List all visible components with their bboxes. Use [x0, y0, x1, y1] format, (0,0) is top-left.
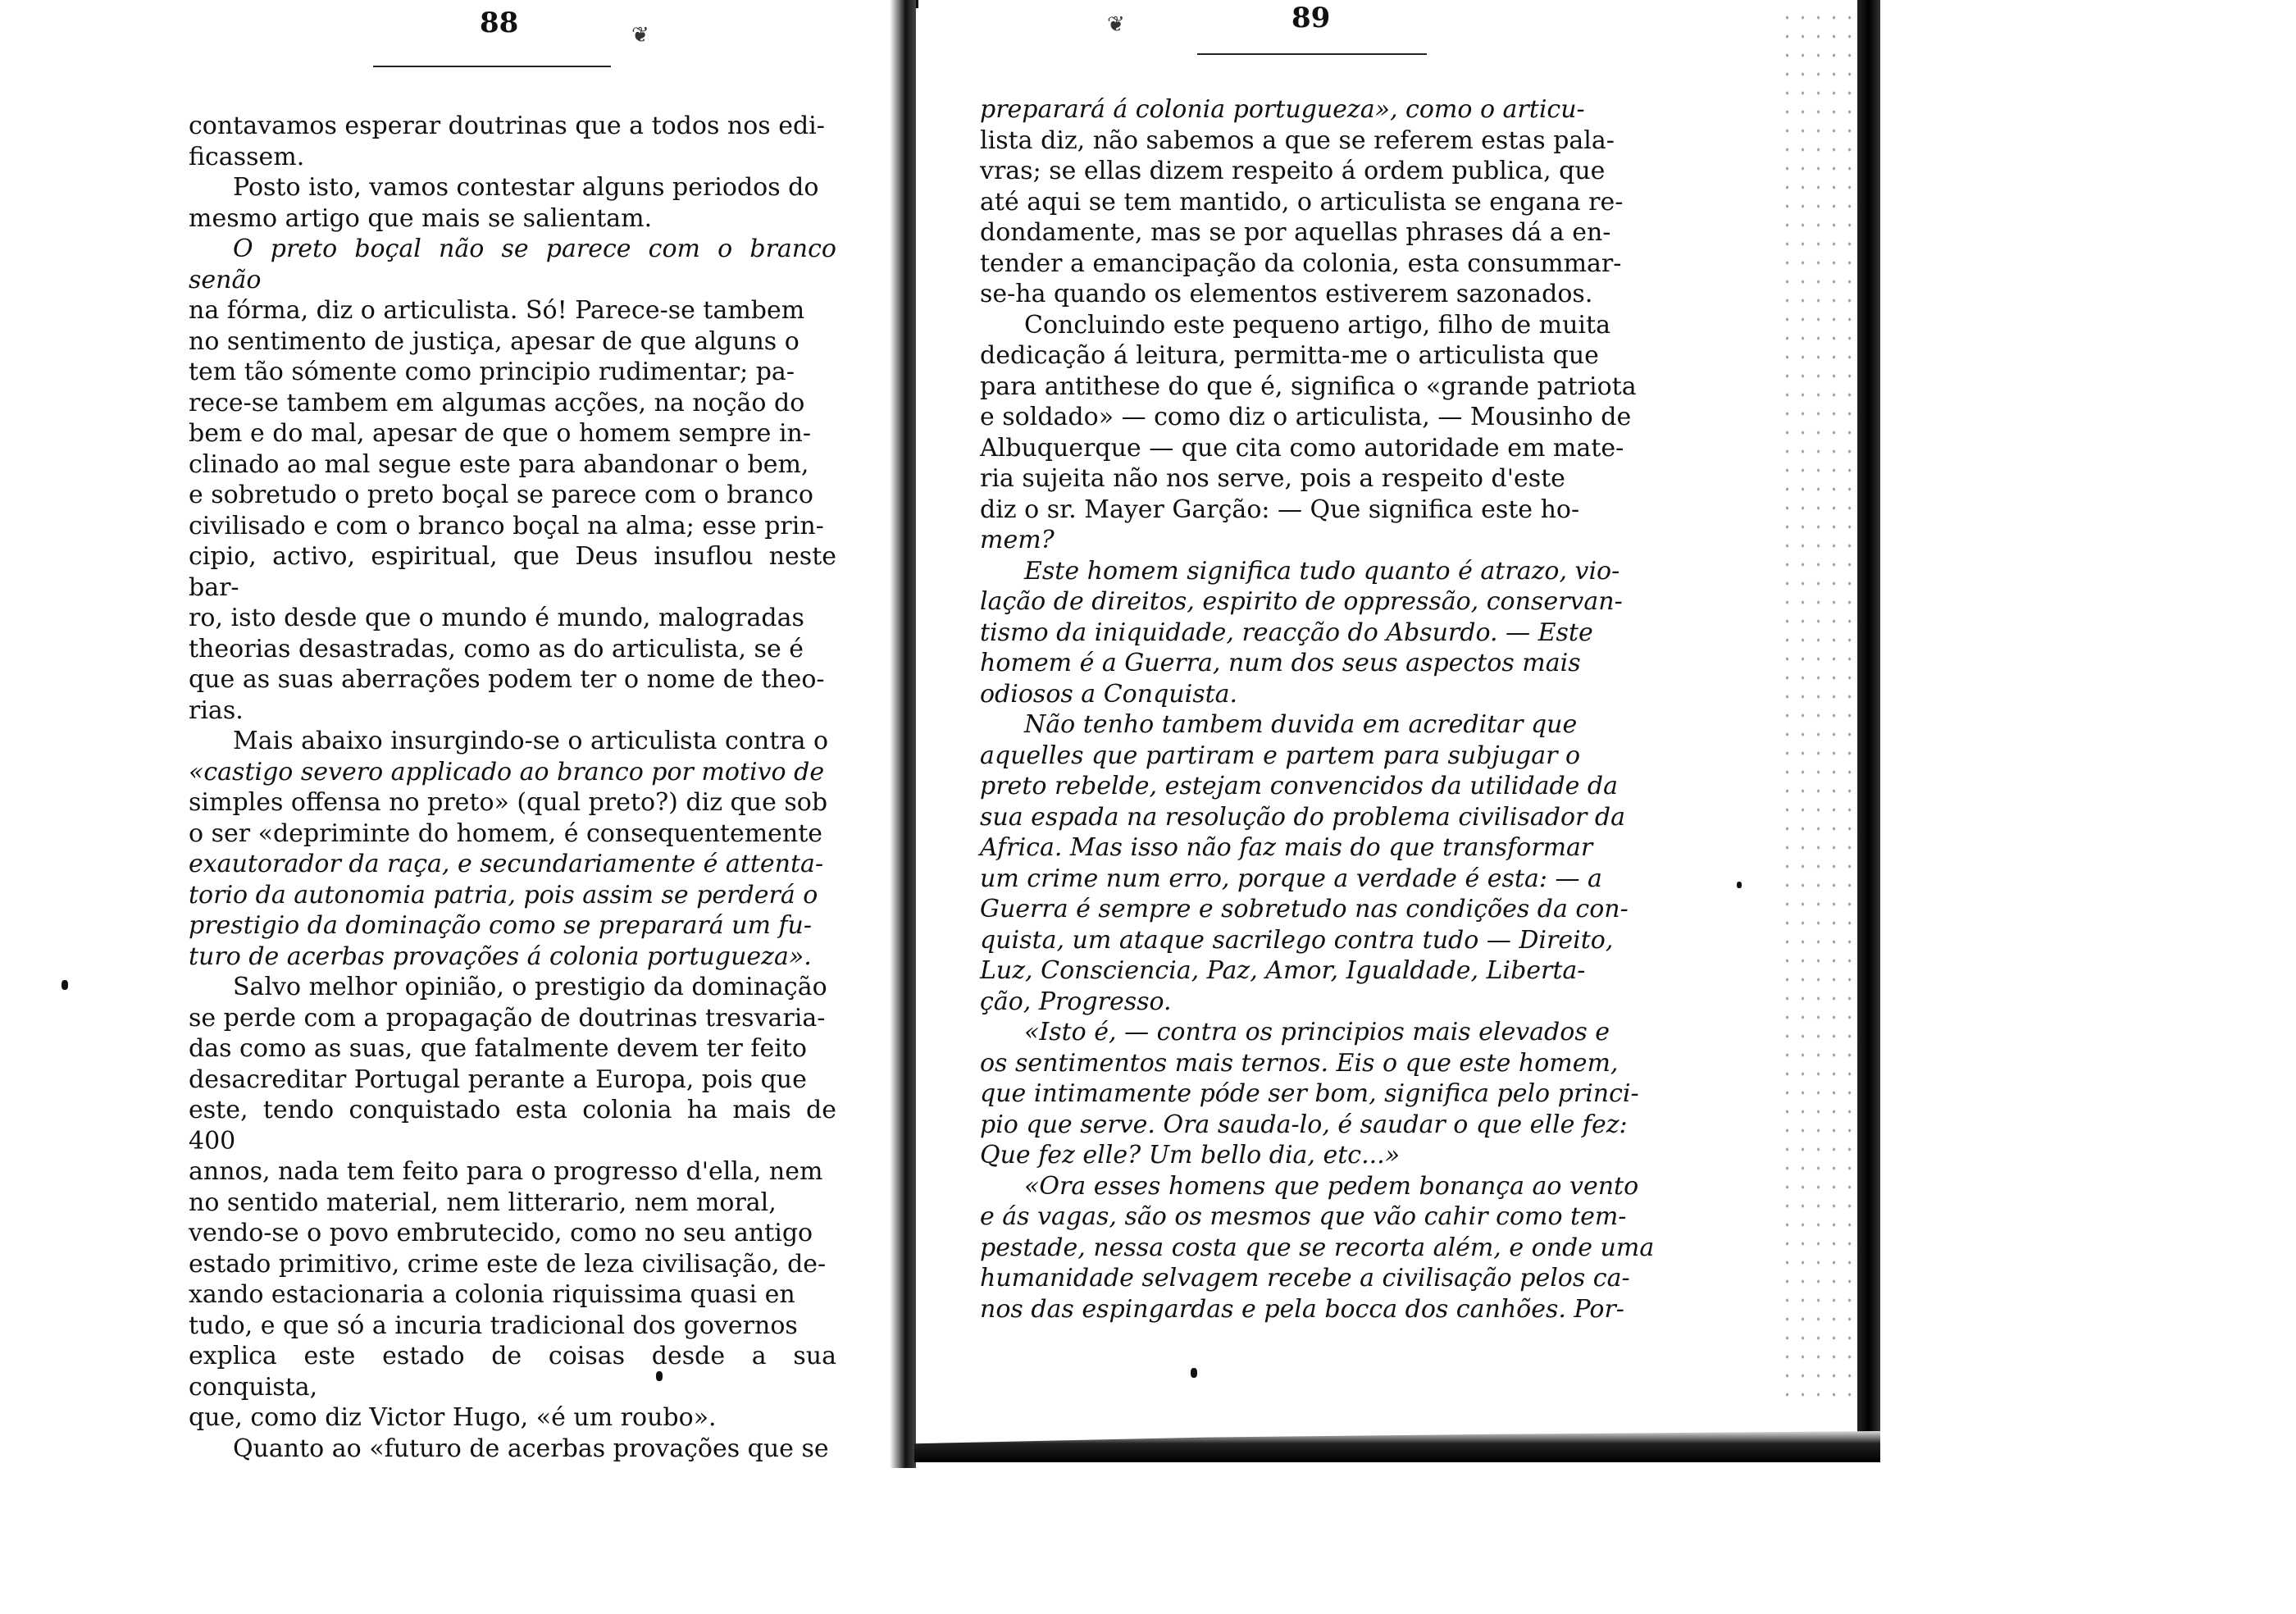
- text-line: e sobretudo o preto boçal se parece com o branco: [189, 481, 813, 509]
- text-line: Mais abaixo insurgindo-se o articulista contra o: [233, 727, 829, 755]
- text-line: Guerra é sempre e sobretudo nas condições da con-: [980, 895, 1629, 923]
- text-line: se perde com a propagação de doutrinas tresvaria-: [189, 1003, 826, 1033]
- text-line: nos das espingardas e pela bocca dos canhões. Por-: [980, 1294, 1624, 1324]
- text-line: O preto boçal não se parece com o branco senão: [189, 235, 836, 294]
- text-line: se-ha quando os elementos estiverem sazonados.: [980, 280, 1593, 308]
- text-line: estado primitivo, crime este de leza civilisação, de-: [189, 1249, 827, 1279]
- text-line: bem e do mal, apesar de que o homem sempre in-: [189, 419, 811, 448]
- text-line: vendo-se o povo embrutecido, como no seu antigo: [189, 1219, 813, 1247]
- text-line: humanidade selvagem recebe a civilisação pelos ca-: [980, 1264, 1630, 1293]
- text-line: este, tendo conquistado esta colonia ha mais de 400: [189, 1096, 836, 1156]
- text-line: lação de direitos, espirito de oppressão, conservan-: [980, 587, 1623, 616]
- text-line: ro, isto desde que o mundo é mundo, malogradas: [189, 604, 804, 632]
- text-line: clinado ao mal segue este para abandonar o bem,: [189, 449, 809, 479]
- ink-speck: [1737, 882, 1742, 888]
- text-line: quista, um ataque sacrilego contra tudo — Direito,: [980, 925, 1614, 955]
- right-page-text: [980, 94, 1693, 1324]
- ink-speck: [1191, 1368, 1197, 1378]
- text-line: na fórma, diz o articulista. Só! Parece-se tambem: [189, 296, 805, 325]
- text-line: no sentido material, nem litterario, nem moral,: [189, 1188, 777, 1217]
- text-line: «Ora esses homens que pedem bonança ao vento: [1024, 1171, 1639, 1201]
- text-line: Salvo melhor opinião, o prestigio da dominação: [233, 973, 827, 1001]
- text-line: diz o sr. Mayer Garção: — Que significa este ho-: [980, 495, 1580, 524]
- bottom-page-edge-shadow: [914, 1431, 1880, 1462]
- ink-speck: [61, 980, 68, 990]
- text-line: ria sujeita não nos serve, pois a respeito d'este: [980, 464, 1565, 493]
- text-line: preto rebelde, estejam convencidos da utilidade da: [980, 772, 1619, 800]
- text-line: e ás vagas, são os mesmos que vão cahir como tem-: [980, 1202, 1627, 1231]
- page-edge-noise: [1779, 8, 1853, 1402]
- text-line: pio que serve. Ora sauda-lo, é saudar o que elle fez:: [980, 1110, 1628, 1139]
- right-header-rule: [1197, 53, 1427, 55]
- left-header-ornament: ❦: [631, 23, 649, 48]
- text-line: no sentimento de justiça, apesar de que alguns o: [189, 326, 800, 356]
- text-line: um crime num erro, porque a verdade é esta: — a: [980, 864, 1602, 893]
- text-line: mesmo artigo que mais se salientam.: [189, 203, 653, 233]
- text-line: vras; se ellas dizem respeito á ordem publica, que: [980, 157, 1606, 185]
- text-line: ficassem.: [189, 142, 305, 171]
- right-page-edge-shadow: [1857, 0, 1880, 1460]
- text-line: cipio, activo, espiritual, que Deus insuflou neste bar-: [189, 542, 836, 602]
- text-line: turo de acerbas provações á colonia portugueza».: [189, 942, 812, 971]
- right-page-number: 89: [1292, 2, 1331, 34]
- ink-speck: [656, 1371, 663, 1381]
- text-line: tudo, e que só a incuria tradicional dos governos: [189, 1311, 798, 1340]
- text-line: até aqui se tem mantido, o articulista se engana re-: [980, 187, 1624, 217]
- text-line: exautorador da raça, e secundariamente é attenta-: [189, 850, 824, 878]
- text-line: o ser «depriminte do homem, é consequentemente: [189, 818, 823, 848]
- text-line: civilisado e com o branco boçal na alma; esse prin-: [189, 511, 824, 540]
- text-line: theorias desastradas, como as do articulista, se é: [189, 634, 804, 663]
- text-line: Posto isto, vamos contestar alguns periodos do: [233, 173, 819, 202]
- text-line: Este homem significa tudo quanto é atrazo, vio-: [1024, 556, 1620, 586]
- text-line: odiosos a Conquista.: [980, 679, 1238, 709]
- text-line: «Isto é, — contra os principios mais elevados e: [1024, 1018, 1610, 1046]
- text-line: aquelles que partiram e partem para subjugar o: [980, 741, 1581, 770]
- text-line: que as suas aberrações podem ter o nome de theo-: [189, 665, 825, 694]
- text-line: homem é a Guerra, num dos seus aspectos mais: [980, 649, 1581, 677]
- book-spine-shadow: [890, 0, 916, 1468]
- left-header-rule: [373, 66, 611, 67]
- text-line: pestade, nessa costa que se recorta além, e onde uma: [980, 1233, 1655, 1262]
- text-line: Concluindo este pequeno artigo, filho de muita: [1024, 310, 1610, 340]
- text-line: ção, Progresso.: [980, 987, 1172, 1016]
- text-line: Albuquerque — que cita como autoridade em mate-: [980, 433, 1624, 463]
- text-line: Não tenho tambem duvida em acreditar que: [1024, 710, 1578, 739]
- text-line: Luz, Consciencia, Paz, Amor, Igualdade, Liberta-: [980, 956, 1586, 985]
- text-line: que intimamente póde ser bom, significa pelo princi-: [980, 1079, 1639, 1108]
- text-line: Africa. Mas isso não faz mais do que transformar: [980, 833, 1593, 862]
- text-line: e soldado» — como diz o articulista, — Mousinho de: [980, 403, 1632, 431]
- text-line: rece-se tambem em algumas acções, na noção do: [189, 388, 805, 417]
- right-header-ornament: ❦: [1107, 12, 1125, 37]
- text-line: que, como diz Victor Hugo, «é um roubo».: [189, 1403, 717, 1432]
- text-line: prestigio da dominação como se preparará um fu-: [189, 911, 813, 940]
- text-line: das como as suas, que fatalmente devem ter feito: [189, 1034, 807, 1063]
- text-line: contavamos esperar doutrinas que a todos nos edi-: [189, 112, 825, 140]
- text-line: simples offensa no preto» (qual preto?) diz que sob: [189, 788, 828, 817]
- left-page-text: [189, 111, 836, 1464]
- text-line: tender a emancipação da colonia, esta consummar-: [980, 248, 1622, 278]
- text-line: Que fez elle? Um bello dia, etc...»: [980, 1141, 1401, 1169]
- text-line: dedicação á leitura, permitta-me o articulista que: [980, 341, 1599, 370]
- text-line: rias.: [189, 695, 244, 725]
- text-line: sua espada na resolução do problema civilisador da: [980, 802, 1625, 832]
- text-line: xando estacionaria a colonia riquissima quasi en: [189, 1280, 795, 1309]
- text-line: torio da autonomia patria, pois assim se perderá o: [189, 880, 818, 910]
- text-line: tem tão sómente como principio rudimentar; pa-: [189, 358, 795, 386]
- text-line: para antithese do que é, significa o «grande patriota: [980, 372, 1637, 401]
- text-line: annos, nada tem feito para o progresso d'ella, nem: [189, 1157, 823, 1186]
- text-line: lista diz, não sabemos a que se referem estas pala-: [980, 125, 1615, 155]
- text-line: preparará á colonia portugueza», como o articu-: [980, 95, 1585, 124]
- text-line: explica este estado de coisas desde a sua conquista,: [189, 1342, 836, 1402]
- text-line: os sentimentos mais ternos. Eis o que este homem,: [980, 1048, 1619, 1078]
- text-line: Quanto ao «futuro de acerbas provações que se: [233, 1434, 829, 1463]
- text-line: desacreditar Portugal perante a Europa, pois que: [189, 1065, 807, 1094]
- text-line: mem?: [980, 526, 1055, 554]
- text-line: tismo da iniquidade, reacção do Absurdo. — Este: [980, 618, 1593, 647]
- text-line: «castigo severo applicado ao branco por motivo de: [189, 757, 825, 786]
- left-page-number: 88: [480, 7, 519, 39]
- text-line: dondamente, mas se por aquellas phrases dá a en-: [980, 218, 1611, 247]
